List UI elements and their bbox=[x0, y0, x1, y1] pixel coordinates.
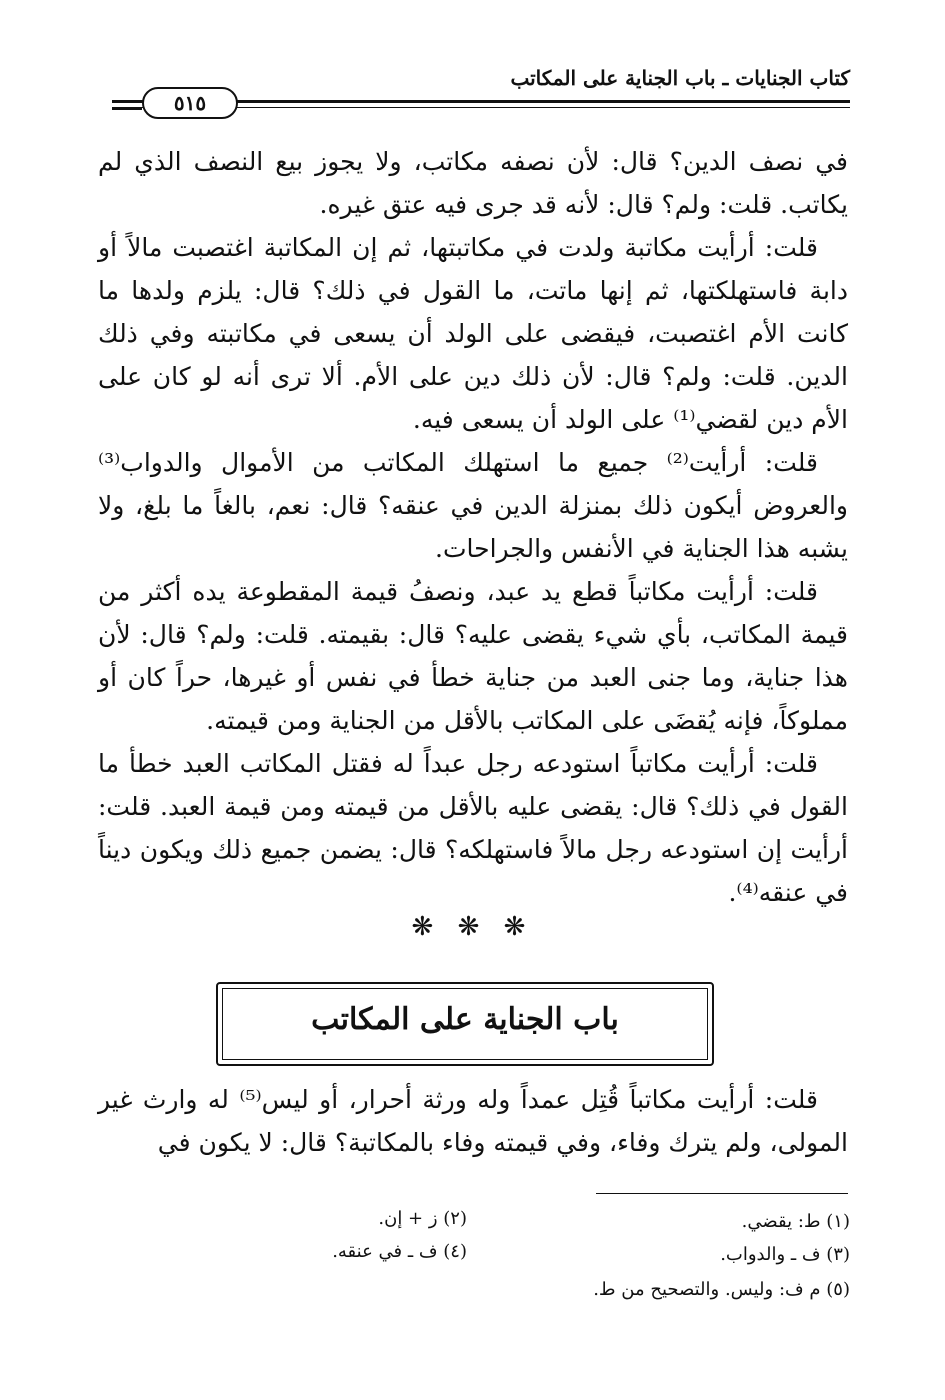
footnote-4: (٤) ف ـ في عنقه. bbox=[332, 1241, 467, 1262]
section-separator: ❋ ❋ ❋ bbox=[411, 912, 534, 942]
paragraph: قلت: أرأيت مكاتبة ولدت في مكاتبتها، ثم إن المكاتبة اغتصبت مالاً أو دابة فاستهلكتها، ثم إنها ماتت، ما القول في ذلك؟ قال: يلزم ولدها ما كانت الأم اغتصبت، فيقضى على الولد أن يسعى في مكاتبته وفي ذلك الدين. قلت: ولم؟ قال: لأن ذلك دين على الأم. ألا ترى أنه لو كان على الأم دين لقضي⁽¹⁾ على الولد أن يسعى فيه. bbox=[98, 233, 848, 434]
footnote-rule bbox=[596, 1193, 848, 1194]
paragraph: قلت: أرأيت⁽²⁾ جميع ما استهلك المكاتب من الأموال والدواب⁽³⁾ والعروض أيكون ذلك بمنزلة الدين في عنقه؟ قال: نعم، بالغاً ما بلغ، ولا يشبه هذا الجناية في الأنفس والجراحات. bbox=[98, 448, 848, 563]
chapter-title: باب الجناية على المكاتب bbox=[311, 1002, 619, 1037]
footnote-3: (٣) ف ـ والدواب. bbox=[720, 1244, 850, 1265]
running-head: كتاب الجنايات ـ باب الجناية على المكاتب bbox=[510, 66, 850, 90]
main-text-block bbox=[98, 140, 848, 914]
page-number: ٥١٥ bbox=[142, 87, 238, 119]
chapter-text-block bbox=[98, 1078, 848, 1164]
header-rule-left bbox=[112, 108, 142, 110]
footnote-1: (١) ط: يقضي. bbox=[741, 1211, 850, 1232]
footnote-5: (٥) م ف: وليس. والتصحيح من ط. bbox=[593, 1279, 850, 1300]
footnote-2: (٢) ز + إن. bbox=[378, 1208, 467, 1229]
paragraph: قلت: أرأيت مكاتباً استودعه رجل عبداً له فقتل المكاتب العبد خطأ ما القول في ذلك؟ قال: يقضى عليه بالأقل من قيمته ومن قيمة العبد. قلت: أرأيت إن استودعه رجل مالاً فاستهلكه؟ قال: يضمن جميع ذلك ويكون ديناً في عنقه⁽⁴⁾. bbox=[98, 749, 848, 907]
paragraph: في نصف الدين؟ قال: لأن نصفه مكاتب، ولا يجوز بيع النصف الذي لم يكاتب. قلت: ولم؟ قال: لأنه قد جرى فيه عتق غيره. bbox=[98, 147, 848, 219]
paragraph: قلت: أرأيت مكاتباً قطع يد عبد، ونصفُ قيمة المقطوعة يده أكثر من قيمة المكاتب، بأي شيء يقضى عليه؟ قال: بقيمته. قلت: ولم؟ قال: لأن هذا جناية، وما جنى العبد من جناية خطأ في نفس أو غيرها، حراً كان أو مملوكاً، فإنه يُقضَى على المكاتب بالأقل من الجناية ومن قيمته. bbox=[98, 577, 848, 735]
chapter-heading-frame bbox=[216, 982, 714, 1066]
paragraph: قلت: أرأيت مكاتباً قُتِل عمداً وله ورثة أحرار، أو ليس⁽⁵⁾ له وارث غير المولى، ولم يترك وفاء، وفي قيمته وفاء بالمكاتبة؟ قال: لا يكون في bbox=[98, 1085, 848, 1157]
